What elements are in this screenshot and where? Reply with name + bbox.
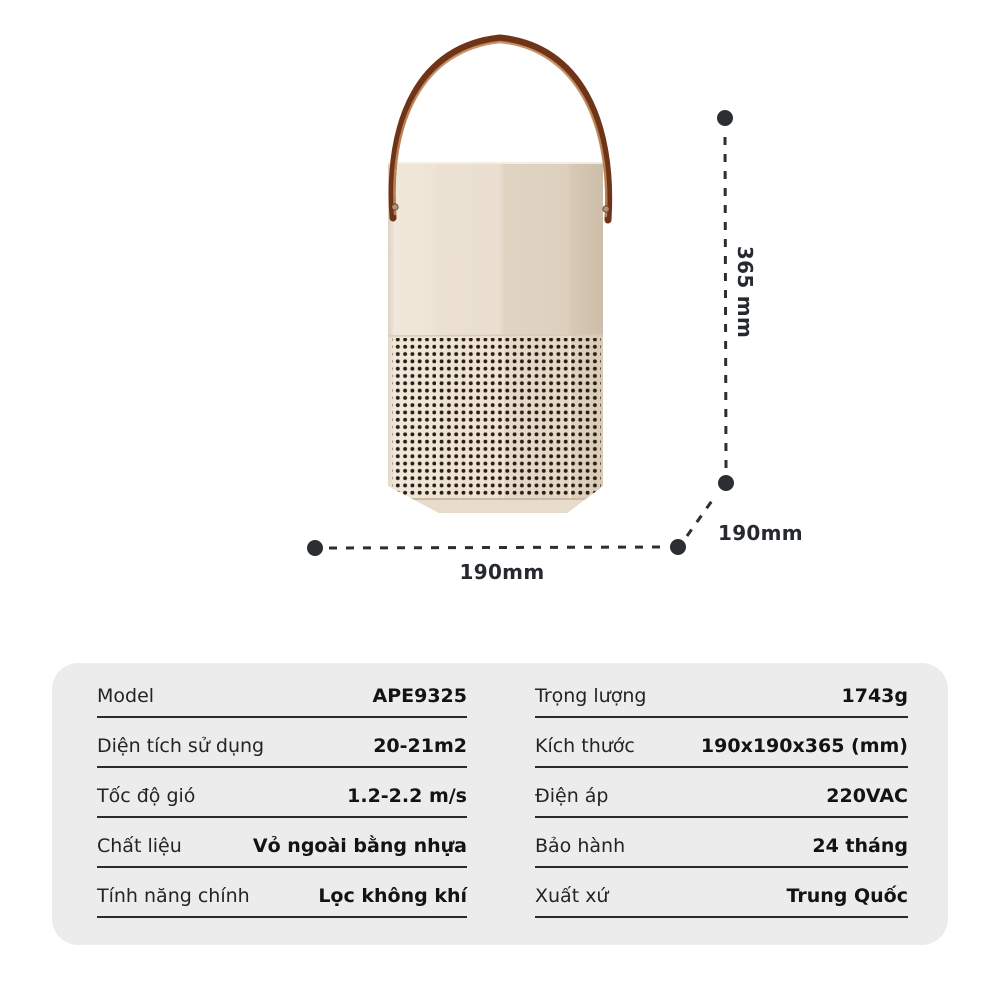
spec-label: Chất liệu [97,835,182,857]
spec-label: Diện tích sử dụng [97,735,265,757]
spec-row-warranty [535,818,908,868]
spec-row-main-feature [97,868,467,918]
spec-label: Model [97,685,155,707]
spec-value: Lọc không khí [318,885,467,907]
spec-column-left [97,668,467,945]
purifier-base [388,499,603,521]
spec-value: 24 tháng [812,835,908,857]
spec-label: Trọng lượng [535,685,647,707]
spec-row-origin [535,868,908,918]
width-dimension-label: 190mm [459,560,545,584]
handle-rivet-right [603,206,609,212]
depth-dimension-label: 190mm [718,521,803,545]
spec-column-right [535,668,908,945]
spec-value: 1743g [841,685,908,707]
spec-label: Bảo hành [535,835,626,857]
spec-table [52,663,948,945]
handle-rivet-left [392,204,398,210]
spec-row-coverage-area [97,718,467,768]
spec-value: 220VAC [826,785,908,807]
spec-value: Trung Quốc [786,885,908,907]
spec-row-wind-speed [97,768,467,818]
spec-label: Tốc độ gió [97,785,196,807]
spec-label: Xuất xứ [535,885,609,907]
spec-value: 20-21m2 [373,735,467,757]
spec-row-material [97,818,467,868]
spec-value: 1.2-2.2 m/s [347,785,467,807]
spec-value: Vỏ ngoài bằng nhựa [252,835,467,857]
spec-row-weight [535,668,908,718]
spec-row-size [535,718,908,768]
spec-row-model [97,668,467,718]
spec-row-voltage [535,768,908,818]
height-dimension-label: 365 mm [733,245,757,339]
spec-value: 190x190x365 (mm) [700,735,908,757]
purifier-body [388,161,603,521]
spec-label: Kích thước [535,735,635,757]
spec-label: Tính năng chính [97,885,250,907]
spec-value: APE9325 [372,685,467,707]
spec-label: Điện áp [535,785,609,807]
